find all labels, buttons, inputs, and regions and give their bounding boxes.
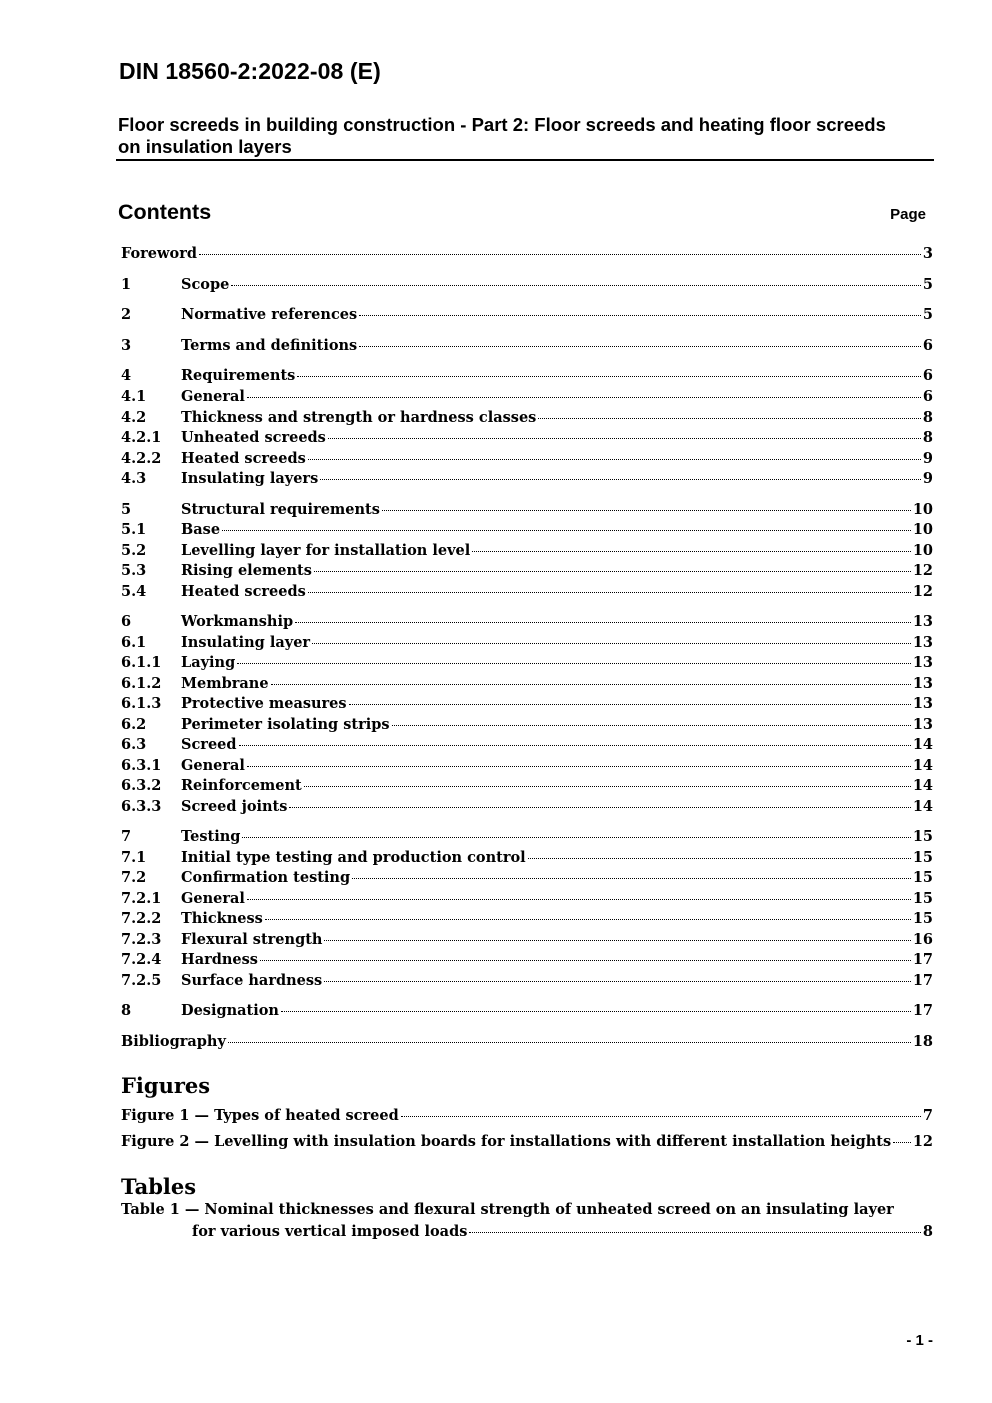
toc-title: Foreword: [121, 245, 197, 262]
toc-entry[interactable]: [121, 715, 933, 735]
toc-entry[interactable]: [121, 889, 933, 909]
toc-line: [181, 582, 933, 602]
dot-leader: [359, 342, 921, 347]
dot-leader: [231, 281, 921, 286]
figures-heading: Figures: [121, 1073, 211, 1098]
toc-number: 4.1: [121, 388, 147, 405]
toc-title: Insulating layer: [181, 634, 311, 651]
dot-leader: [328, 434, 921, 439]
dot-leader: [312, 639, 911, 644]
dot-leader: [359, 311, 921, 316]
dot-leader: [237, 659, 911, 664]
toc-entry[interactable]: [121, 848, 933, 868]
toc-line: [121, 1032, 933, 1052]
toc-number: 6.2: [121, 716, 147, 733]
toc-line: [121, 1106, 933, 1126]
toc-page-number: 14: [912, 736, 933, 753]
toc-title: Scope: [181, 276, 230, 293]
toc-number: 4.2: [121, 409, 147, 426]
toc-page-number: 9: [922, 450, 933, 467]
toc-number: 7: [121, 828, 132, 845]
toc-page-number: 8: [922, 1223, 933, 1240]
toc-line: [181, 827, 933, 847]
toc-number: 4: [121, 367, 132, 384]
dot-leader: [247, 762, 911, 767]
dot-leader: [401, 1112, 921, 1117]
toc-entry[interactable]: [121, 366, 933, 386]
toc-line: [181, 500, 933, 520]
toc-page-number: 12: [912, 583, 933, 600]
toc-title: Hardness: [181, 951, 258, 968]
toc-number: 5.3: [121, 562, 147, 579]
toc-title: General: [181, 757, 245, 774]
toc-entry[interactable]: [121, 735, 933, 755]
toc-number: 8: [121, 1002, 132, 1019]
toc-line: [181, 971, 933, 991]
dot-leader: [304, 782, 911, 787]
toc-page-number: 14: [912, 777, 933, 794]
toc-line: [181, 653, 933, 673]
toc-number: 7.2.5: [121, 972, 162, 989]
toc-line: [181, 674, 933, 694]
toc-title: Designation: [181, 1002, 279, 1019]
toc-number: 7.1: [121, 849, 147, 866]
toc-entry[interactable]: [121, 776, 933, 796]
toc-title: Requirements: [181, 367, 296, 384]
toc-title: Flexural strength: [181, 931, 323, 948]
toc-page-number: 12: [912, 562, 933, 579]
toc-title: Perimeter isolating strips: [181, 716, 390, 733]
toc-line: [181, 756, 933, 776]
toc-page-number: 10: [912, 542, 933, 559]
toc-line: [181, 541, 933, 561]
dot-leader: [295, 618, 911, 623]
toc-title: Screed joints: [181, 798, 288, 815]
dot-leader: [314, 567, 911, 572]
toc-page-number: 10: [912, 501, 933, 518]
toc-entry[interactable]: [121, 336, 933, 356]
toc-page-number: 14: [912, 757, 933, 774]
toc-title: Base: [181, 521, 221, 538]
toc-title: Laying: [181, 654, 236, 671]
toc-number: 3: [121, 337, 132, 354]
toc-line: [181, 449, 933, 469]
toc-number: 7.2.2: [121, 910, 162, 927]
toc-title: Initial type testing and production control: [181, 849, 526, 866]
toc-entry[interactable]: [121, 469, 933, 489]
toc-page-number: 8: [922, 429, 933, 446]
toc-page-number: 5: [922, 276, 933, 293]
toc-title: General: [181, 890, 245, 907]
toc-page-number: 15: [912, 890, 933, 907]
toc-entry[interactable]: [121, 756, 933, 776]
toc-line: [181, 428, 933, 448]
dot-leader: [222, 526, 911, 531]
dot-leader: [308, 588, 911, 593]
dot-leader: [289, 803, 910, 808]
table-entry[interactable]: [121, 1222, 933, 1242]
toc-number: 6.3.2: [121, 777, 162, 794]
tables-heading: Tables: [121, 1174, 197, 1199]
toc-line: [181, 735, 933, 755]
toc-line: [121, 1132, 933, 1152]
dot-leader: [265, 915, 911, 920]
toc-page-number: 13: [912, 654, 933, 671]
toc-entry[interactable]: [121, 520, 933, 540]
toc-page-number: 6: [922, 388, 933, 405]
toc-entry[interactable]: [121, 408, 933, 428]
toc-number: 4.2.2: [121, 450, 162, 467]
dot-leader: [528, 854, 911, 859]
toc-title: Insulating layers: [181, 470, 319, 487]
toc-entry[interactable]: [121, 244, 933, 264]
toc-number: 6.1.3: [121, 695, 162, 712]
toc-number: 6.3.1: [121, 757, 162, 774]
toc-line: [181, 561, 933, 581]
dot-leader: [893, 1138, 911, 1143]
dot-leader: [297, 372, 921, 377]
toc-line: [181, 930, 933, 950]
toc-page-number: 7: [922, 1107, 933, 1124]
toc-number: 1: [121, 276, 132, 293]
toc-line: [181, 868, 933, 888]
toc-page-number: 15: [912, 849, 933, 866]
toc-number: 6.3: [121, 736, 147, 753]
toc-number: 5: [121, 501, 132, 518]
toc-page-number: 17: [912, 972, 933, 989]
toc-entry[interactable]: [121, 612, 933, 632]
toc-line: [181, 305, 933, 325]
toc-line: [181, 950, 933, 970]
toc-title: Membrane: [181, 675, 269, 692]
footer-page-number: - 1 -: [906, 1332, 933, 1349]
dot-leader: [239, 741, 911, 746]
toc-page-number: 15: [912, 828, 933, 845]
toc-number: 5.4: [121, 583, 147, 600]
toc-entry[interactable]: [121, 387, 933, 407]
toc-title: Protective measures: [181, 695, 347, 712]
figure-entry[interactable]: [121, 1132, 933, 1152]
toc-line: [181, 336, 933, 356]
toc-line: [181, 612, 933, 632]
toc-title: Workmanship: [181, 613, 294, 630]
toc-title: Thickness: [181, 910, 263, 927]
toc-entry[interactable]: [121, 674, 933, 694]
dot-leader: [247, 895, 911, 900]
toc-page-number: 9: [922, 470, 933, 487]
toc-line: [181, 797, 933, 817]
toc-title: Rising elements: [181, 562, 312, 579]
toc-entry[interactable]: [121, 909, 933, 929]
dot-leader: [228, 1038, 911, 1043]
toc-number: 6.3.3: [121, 798, 162, 815]
dot-leader: [469, 1228, 921, 1233]
toc-line: [181, 848, 933, 868]
toc-title: Confirmation testing: [181, 869, 351, 886]
toc-number: 7.2.1: [121, 890, 162, 907]
toc-entry[interactable]: [121, 653, 933, 673]
figure-title: Figure 2 — Levelling with insulation boards for installations with different installation heights: [121, 1133, 892, 1150]
toc-number: 4.3: [121, 470, 147, 487]
dot-leader: [271, 680, 911, 685]
toc-line: [121, 244, 933, 264]
toc-page-number: 15: [912, 869, 933, 886]
toc-title: General: [181, 388, 245, 405]
toc-entry[interactable]: [121, 1001, 933, 1021]
toc-page-number: 17: [912, 1002, 933, 1019]
toc-entry[interactable]: [121, 582, 933, 602]
toc-entry[interactable]: [121, 797, 933, 817]
toc-page-number: 18: [912, 1033, 933, 1050]
toc-page-number: 10: [912, 521, 933, 538]
toc-page-number: 12: [912, 1133, 933, 1150]
toc-line: [181, 408, 933, 428]
toc-number: 5.2: [121, 542, 147, 559]
toc-page-number: 8: [922, 409, 933, 426]
toc-entry[interactable]: [121, 428, 933, 448]
toc-page-number: 13: [912, 716, 933, 733]
document-id: DIN 18560-2:2022-08 (E): [119, 58, 381, 84]
toc-page-number: 6: [922, 367, 933, 384]
title-divider: [116, 159, 934, 161]
toc-entry[interactable]: [121, 541, 933, 561]
toc-number: 7.2: [121, 869, 147, 886]
dot-leader: [392, 721, 911, 726]
toc-title: Bibliography: [121, 1033, 226, 1050]
toc-title: Heated screeds: [181, 583, 306, 600]
dot-leader: [242, 833, 910, 838]
toc-entry[interactable]: [121, 694, 933, 714]
toc-number: 2: [121, 306, 132, 323]
figure-entry[interactable]: [121, 1106, 933, 1126]
toc-entry[interactable]: [121, 561, 933, 581]
dot-leader: [281, 1007, 911, 1012]
toc-entry[interactable]: [121, 971, 933, 991]
toc-line: [181, 1001, 933, 1021]
toc-title: Reinforcement: [181, 777, 302, 794]
toc-title: Surface hardness: [181, 972, 323, 989]
table-title-line2: for various vertical imposed loads: [192, 1223, 468, 1240]
dot-leader: [538, 414, 921, 419]
toc-page-number: 13: [912, 675, 933, 692]
toc-title: Levelling layer for installation level: [181, 542, 471, 559]
dot-leader: [472, 547, 911, 552]
toc-entry[interactable]: [121, 275, 933, 295]
toc-number: 7.2.3: [121, 931, 162, 948]
toc-page-number: 3: [922, 245, 933, 262]
toc-line: [181, 275, 933, 295]
toc-number: 6.1.1: [121, 654, 162, 671]
toc-page-number: 15: [912, 910, 933, 927]
dot-leader: [324, 977, 911, 982]
toc-page-number: 13: [912, 695, 933, 712]
toc-page-number: 17: [912, 951, 933, 968]
contents-heading: Contents: [118, 200, 212, 224]
toc-title: Terms and definitions: [181, 337, 358, 354]
toc-line: [181, 909, 933, 929]
toc-number: 6: [121, 613, 132, 630]
dot-leader: [324, 936, 910, 941]
dot-leader: [349, 700, 911, 705]
toc-entry[interactable]: [121, 633, 933, 653]
toc-page-number: 5: [922, 306, 933, 323]
toc-entry[interactable]: [121, 868, 933, 888]
toc-entry[interactable]: [121, 1032, 933, 1052]
dot-leader: [308, 455, 921, 460]
toc-title: Structural requirements: [181, 501, 380, 518]
toc-page-number: 6: [922, 337, 933, 354]
toc-entry[interactable]: [121, 930, 933, 950]
toc-line: [181, 715, 933, 735]
toc-line: [181, 366, 933, 386]
toc-entry[interactable]: [121, 827, 933, 847]
toc-number: 5.1: [121, 521, 147, 538]
page-column-label: Page: [890, 206, 926, 223]
toc-line: [192, 1222, 933, 1242]
toc-entry[interactable]: [121, 305, 933, 325]
toc-page-number: 14: [912, 798, 933, 815]
toc-line: [181, 633, 933, 653]
toc-line: [181, 387, 933, 407]
toc-page-number: 13: [912, 613, 933, 630]
toc-line: [181, 520, 933, 540]
toc-number: 6.1: [121, 634, 147, 651]
toc-page-number: 13: [912, 634, 933, 651]
toc-title: Unheated screeds: [181, 429, 326, 446]
dot-leader: [199, 250, 921, 255]
toc-title: Normative references: [181, 306, 358, 323]
toc-entry[interactable]: [121, 500, 933, 520]
document-title: Floor screeds in building construction - Part 2: Floor screeds and heating floor screeds on insulation layers: [118, 114, 886, 157]
dot-leader: [247, 393, 921, 398]
toc-number: 6.1.2: [121, 675, 162, 692]
dot-leader: [320, 475, 921, 480]
figure-title: Figure 1 — Types of heated screed: [121, 1107, 399, 1124]
toc-title: Screed: [181, 736, 237, 753]
table-title-line1[interactable]: Table 1 — Nominal thicknesses and flexural strength of unheated screed on an insulating layer: [121, 1201, 894, 1218]
toc-line: [181, 694, 933, 714]
dot-leader: [352, 874, 911, 879]
toc-title: Thickness and strength or hardness classes: [181, 409, 537, 426]
toc-entry[interactable]: [121, 449, 933, 469]
dot-leader: [382, 506, 911, 511]
toc-title: Testing: [181, 828, 241, 845]
toc-number: 4.2.1: [121, 429, 162, 446]
toc-line: [181, 469, 933, 489]
toc-line: [181, 889, 933, 909]
toc-line: [181, 776, 933, 796]
dot-leader: [260, 956, 911, 961]
toc-title: Heated screeds: [181, 450, 306, 467]
toc-page-number: 16: [912, 931, 933, 948]
toc-entry[interactable]: [121, 950, 933, 970]
toc-number: 7.2.4: [121, 951, 162, 968]
